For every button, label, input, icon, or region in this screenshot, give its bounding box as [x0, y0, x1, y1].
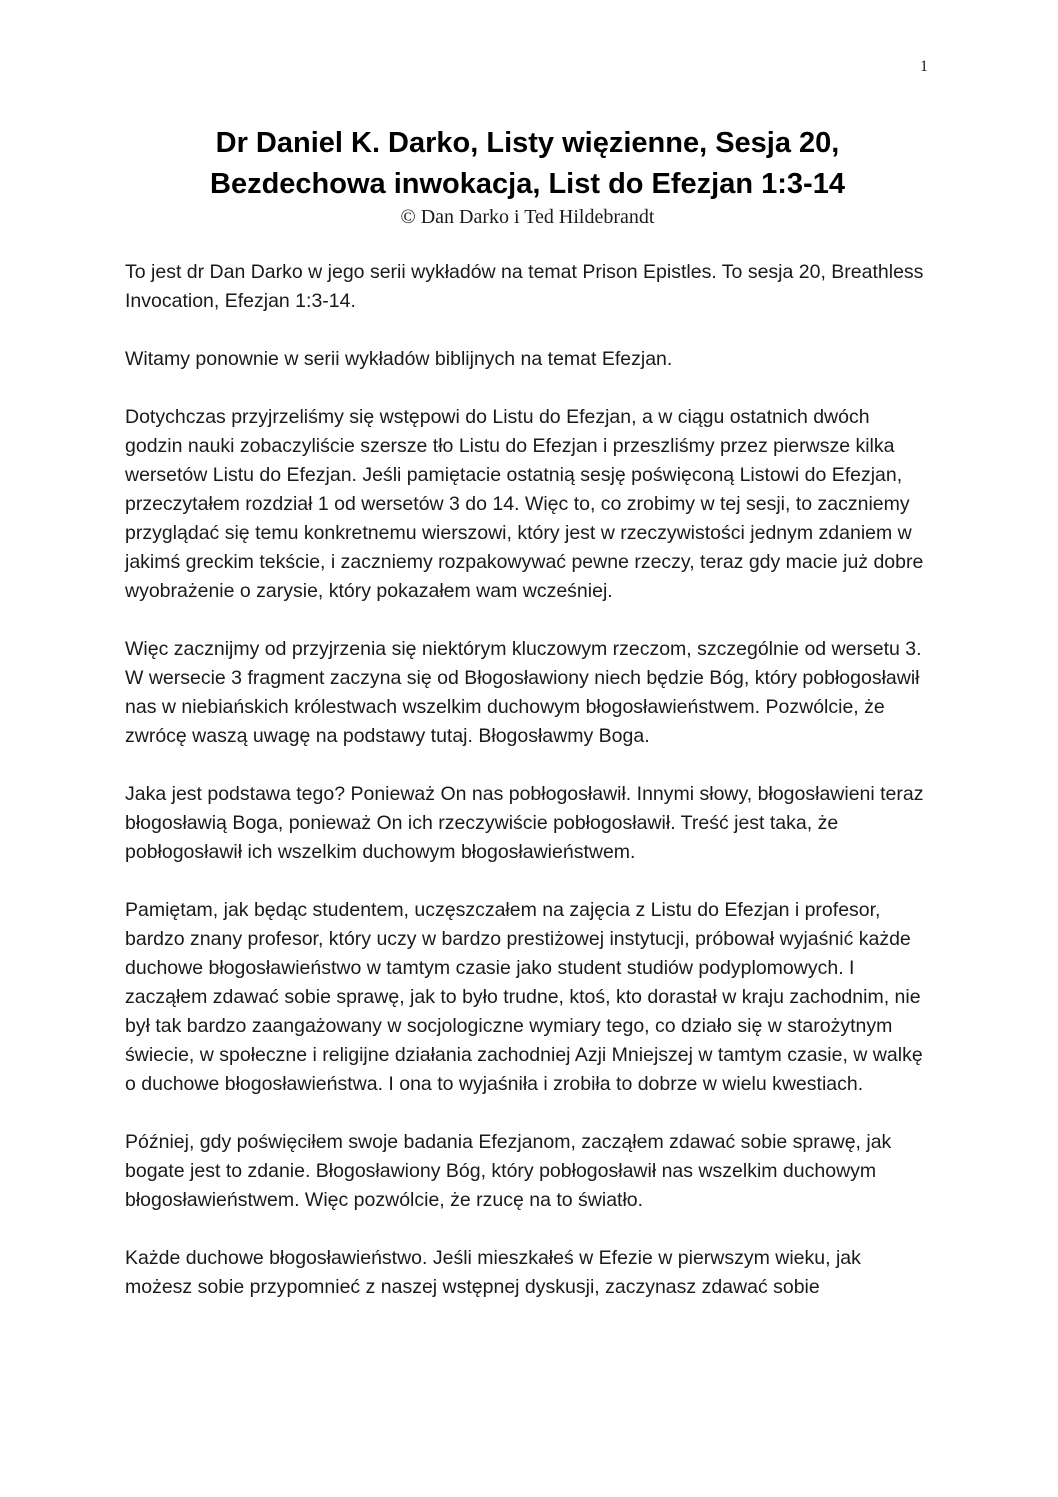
- copyright-line: © Dan Darko i Ted Hildebrandt: [400, 206, 655, 229]
- paragraph: Dotychczas przyjrzeliśmy się wstępowi do Listu do Efezjan, a w ciągu ostatnich dwóch godzin nauki zobaczyliście szersze tło Listu do Efezjan i przeszliśmy przez pierwsze kilka wersetów Listu do Efezjan. Jeśli pamiętacie ostatnią sesję poświęconą Listowi do Efezjan, przeczytałem rozdział 1 od wersetów 3 do 14. Więc to, co zrobimy w tej sesji, to zaczniemy przyglądać się temu konkretnemu wierszowi, który jest w rzeczywistości jednym zdaniem w jakimś greckim tekście, i zaczniemy rozpakowywać pewne rzeczy, teraz gdy macie już dobre wyobrażenie o zarysie, który pokazałem wam wcześniej.: [125, 406, 924, 603]
- paragraph: To jest dr Dan Darko w jego serii wykładów na temat Prison Epistles. To sesja 20, Breathless Invocation, Efezjan 1:3-14.: [125, 261, 924, 313]
- paragraph: Witamy ponownie w serii wykładów biblijnych na temat Efezjan.: [125, 348, 673, 371]
- paragraph: Pamiętam, jak będąc studentem, uczęszczałem na zajęcia z Listu do Efezjan i profesor, bardzo znany profesor, który uczy w bardzo prestiżowej instytucji, próbował wyjaśnić każde duchowe błogosławieństwo w tamtym czasie jako student studiów podyplomowych. I zacząłem zdawać sobie sprawę, jak to było trudne, ktoś, kto dorastał w kraju zachodnim, nie był tak bardzo zaangażowany w socjologiczne wymiary tego, co działo się w starożytnym świecie, w społeczne i religijne działania zachodniej Azji Mniejszej w tamtym czasie, w walkę o duchowe błogosławieństwa. I ona to wyjaśniła i zrobiła to dobrze w wielu kwestiach.: [125, 899, 923, 1096]
- paragraph: Każde duchowe błogosławieństwo. Jeśli mieszkałeś w Efezie w pierwszym wieku, jak możesz sobie przypomnieć z naszej wstępnej dyskusji, zaczynasz zdawać sobie: [125, 1247, 861, 1299]
- document-body: [125, 258, 930, 1302]
- document-title: [125, 123, 930, 204]
- page-number: 1: [920, 58, 928, 75]
- paragraph: Później, gdy poświęciłem swoje badania Efezjanom, zacząłem zdawać sobie sprawę, jak bogate jest to zdanie. Błogosławiony Bóg, który pobłogosławił nas wszelkim duchowym błogosławieństwem. Więc pozwólcie, że rzucę na to światło.: [125, 1131, 892, 1212]
- title-line-2: Bezdechowa inwokacja, List do Efezjan 1:3-14: [210, 167, 845, 200]
- title-line-1: Dr Daniel K. Darko, Listy więzienne, Sesja 20,: [215, 127, 840, 159]
- paragraph: Jaka jest podstawa tego? Ponieważ On nas pobłogosławił. Innymi słowy, błogosławieni teraz błogosławią Boga, ponieważ On ich rzeczywiście pobłogosławił. Treść jest taka, że pobłogosławił ich wszelkim duchowym błogosławieństwem.: [125, 783, 924, 864]
- paragraph: Więc zacznijmy od przyjrzenia się niektórym kluczowym rzeczom, szczególnie od wersetu 3. W wersecie 3 fragment zaczyna się od Błogosławiony niech będzie Bóg, który pobłogosławił nas w niebiańskich królestwach wszelkim duchowym błogosławieństwem. Pozwólcie, że zwrócę waszą uwagę na podstawy tutaj. Błogosławmy Boga.: [125, 638, 922, 748]
